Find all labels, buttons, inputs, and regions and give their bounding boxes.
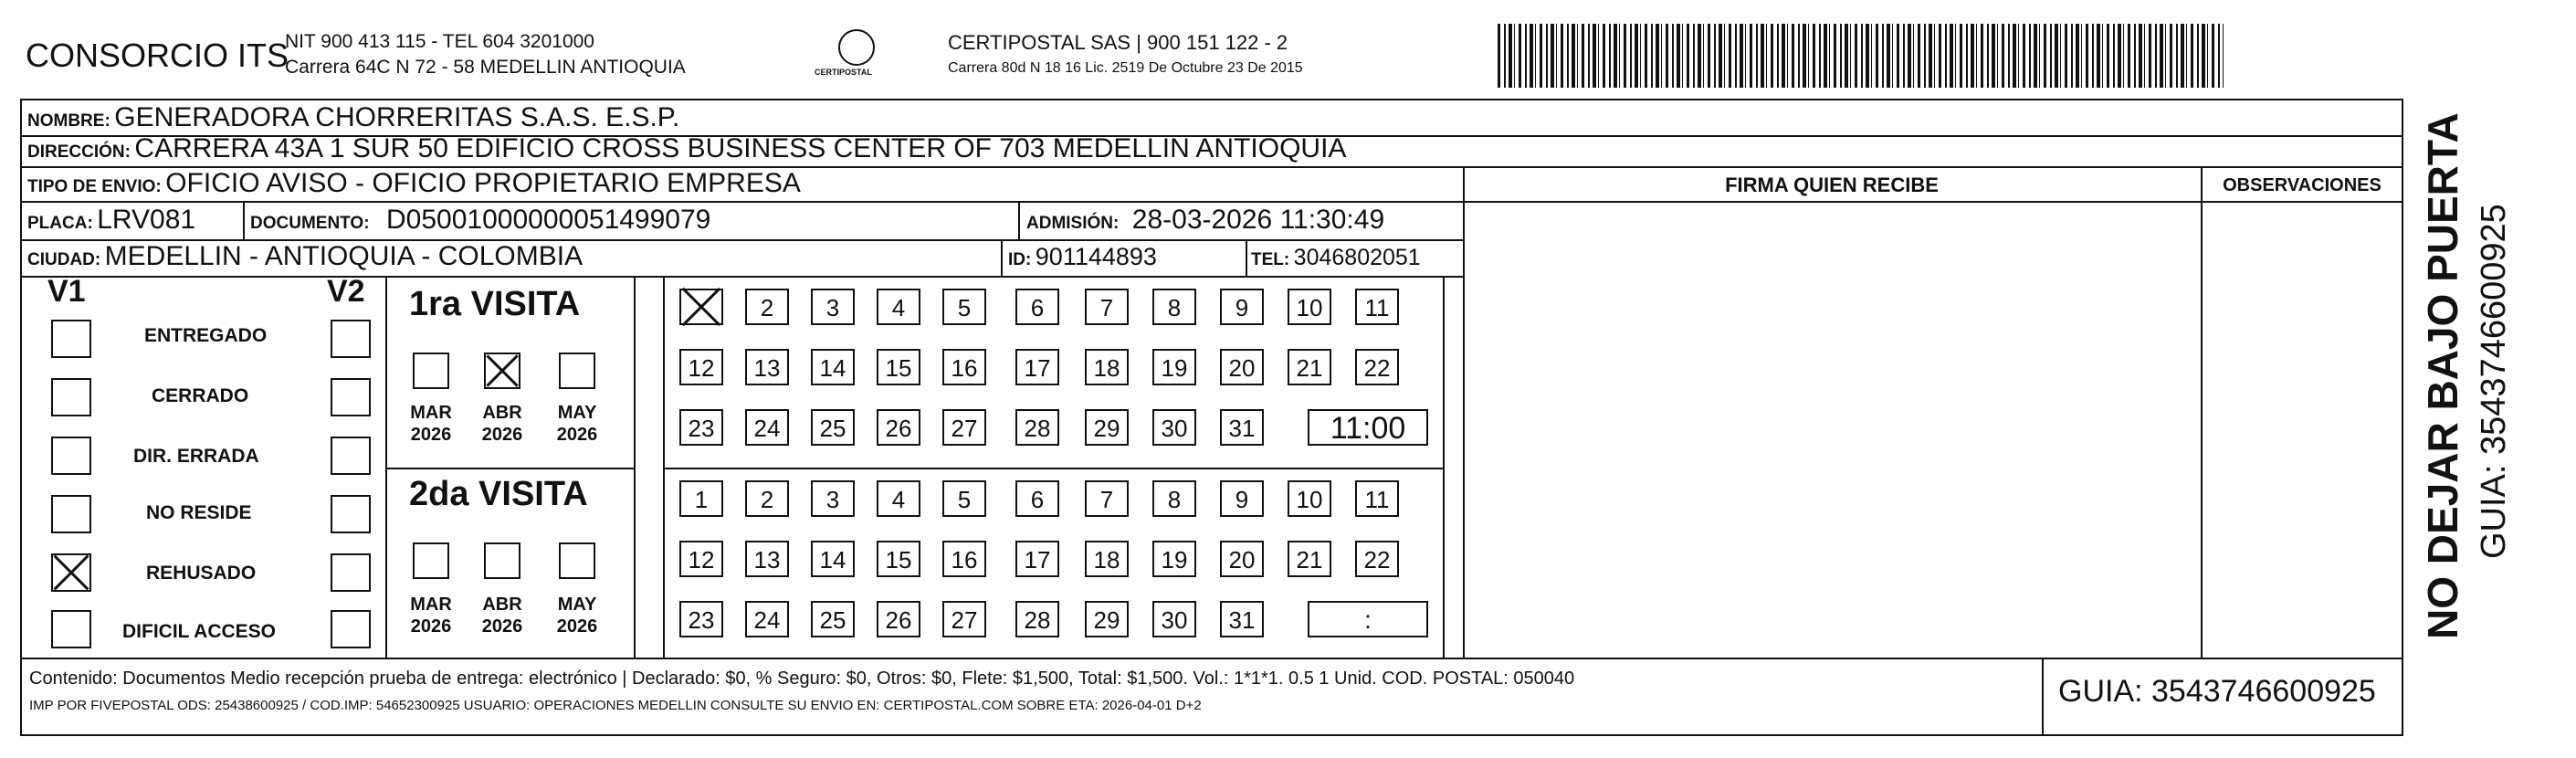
side-guia: GUIA: 3543746600925	[2475, 204, 2513, 559]
visit1-day-24[interactable]: 24	[745, 409, 789, 446]
visit1-day-8[interactable]: 8	[1152, 289, 1196, 325]
visit2-day-14[interactable]: 14	[811, 541, 855, 577]
status-rehusado: REHUSADO	[146, 563, 257, 584]
status-dir-errada: DIR. ERRADA	[133, 446, 259, 467]
visit1-month-may: MAY 2026	[556, 403, 598, 445]
tel-field	[1251, 245, 1421, 271]
admision-label: ADMISIÓN:	[1026, 214, 1120, 233]
company-nit: NIT 900 413 115 - TEL 604 3201000	[285, 31, 594, 52]
visit1-day-9[interactable]: 9	[1220, 289, 1264, 325]
visit2-day-1[interactable]: 1	[679, 480, 723, 517]
visit1-day-15[interactable]: 15	[877, 349, 920, 385]
visit2-day-12[interactable]: 12	[679, 541, 723, 577]
visit2-day-6[interactable]: 6	[1015, 480, 1059, 517]
visit1-day-28[interactable]: 28	[1015, 409, 1059, 446]
visit2-day-11[interactable]: 11	[1355, 480, 1399, 517]
tel-label: TEL:	[1251, 250, 1290, 269]
direccion-field	[27, 133, 1346, 164]
tipo-value: OFICIO AVISO - OFICIO PROPIETARIO EMPRESA	[165, 168, 801, 198]
documento-label: DOCUMENTO:	[250, 214, 370, 233]
status-dificil-acceso: DIFICIL ACCESO	[122, 621, 277, 642]
v2-entregado-checkbox[interactable]	[331, 320, 371, 358]
visit2-day-9[interactable]: 9	[1220, 480, 1264, 517]
visit2-day-21[interactable]: 21	[1288, 541, 1331, 577]
visit1-day-30[interactable]: 30	[1152, 409, 1196, 446]
visit2-time-box[interactable]: :	[1308, 601, 1428, 637]
visit1-month-abr: ABR 2026	[481, 403, 523, 445]
visit1-day-29[interactable]: 29	[1085, 409, 1129, 446]
footer-guia: GUIA: 3543746600925	[2058, 674, 2376, 709]
firma-label: FIRMA QUIEN RECIBE	[1725, 174, 1939, 196]
visit1-day-22[interactable]: 22	[1355, 349, 1399, 385]
visit1-day-19[interactable]: 19	[1152, 349, 1196, 385]
visit2-day-16[interactable]: 16	[942, 541, 986, 577]
placa-field	[27, 205, 195, 236]
signature-area[interactable]	[1466, 203, 2198, 655]
direccion-label: DIRECCIÓN:	[27, 142, 131, 162]
visit1-day-20[interactable]: 20	[1220, 349, 1264, 385]
v1-no-reside-checkbox[interactable]	[51, 495, 91, 533]
visit1-day-7[interactable]: 7	[1085, 289, 1129, 325]
barcode	[1498, 24, 2224, 88]
direccion-value: CARRERA 43A 1 SUR 50 EDIFICIO CROSS BUSINESS CENTER OF 703 MEDELLIN ANTIOQUIA	[134, 133, 1347, 163]
footer-contenido: Contenido: Documentos Medio recepción prueba de entrega: electrónico | Declarado: $0, % Seguro: $0, Otros: $0, Flete: $1,500, Total: $1,500. Vol.: 1*1*1. 0.5 1 Unid. COD. POSTAL: 050040	[29, 669, 1575, 689]
visit2-day-8[interactable]: 8	[1152, 480, 1196, 517]
certipostal-logo-icon	[838, 29, 875, 66]
v1-dir-errada-checkbox[interactable]	[51, 437, 91, 475]
nombre-value: GENERADORA CHORRERITAS S.A.S. E.S.P.	[114, 102, 680, 132]
visit2-day-7[interactable]: 7	[1085, 480, 1129, 517]
tipo-field	[27, 168, 801, 199]
visit1-month-mar: MAR 2026	[410, 403, 452, 445]
ciudad-value: MEDELLIN - ANTIOQUIA - COLOMBIA	[104, 241, 584, 271]
visit1-month-mar-checkbox[interactable]	[413, 353, 449, 389]
visit1-day-4[interactable]: 4	[877, 289, 920, 325]
nombre-field	[27, 102, 679, 133]
visit1-day-13[interactable]: 13	[745, 349, 789, 385]
visit2-day-29[interactable]: 29	[1085, 601, 1129, 637]
visit1-label: 1ra VISITA	[409, 285, 581, 323]
visit1-day-14[interactable]: 14	[811, 349, 855, 385]
v1-label: V1	[47, 274, 86, 309]
visit2-day-2[interactable]: 2	[745, 480, 789, 517]
visit1-day-6[interactable]: 6	[1015, 289, 1059, 325]
admision-value: 28-03-2026 11:30:49	[1131, 205, 1385, 235]
visit2-day-4[interactable]: 4	[877, 480, 920, 517]
v1-dificil-acceso-checkbox[interactable]	[51, 610, 91, 648]
v2-no-reside-checkbox[interactable]	[331, 495, 371, 533]
visit2-day-26[interactable]: 26	[877, 601, 920, 637]
visit2-day-19[interactable]: 19	[1152, 541, 1196, 577]
visit1-day-23[interactable]: 23	[679, 409, 723, 446]
visit1-day-25[interactable]: 25	[811, 409, 855, 446]
id-label: ID:	[1008, 250, 1032, 269]
visit1-day-10[interactable]: 10	[1288, 289, 1331, 325]
visit1-day-2[interactable]: 2	[745, 289, 789, 325]
documento-value: D05001000000051499079	[386, 205, 711, 235]
visit1-month-abr-checkbox[interactable]	[484, 353, 520, 389]
v2-rehusado-checkbox[interactable]	[331, 553, 371, 592]
v2-dificil-acceso-checkbox[interactable]	[331, 610, 371, 648]
status-no-reside: NO RESIDE	[146, 502, 252, 523]
visit1-day-18[interactable]: 18	[1085, 349, 1129, 385]
placa-value: LRV081	[97, 205, 196, 235]
visit1-day-21[interactable]: 21	[1288, 349, 1331, 385]
v1-rehusado-checkbox[interactable]	[51, 553, 91, 592]
visit2-month-mar-checkbox[interactable]	[413, 542, 449, 579]
certipostal-logo-text: CERTIPOSTAL	[815, 68, 872, 77]
carrier-info: CERTIPOSTAL SAS | 900 151 122 - 2	[948, 31, 1288, 54]
visit2-day-5[interactable]: 5	[942, 480, 986, 517]
company-name: CONSORCIO ITS	[26, 37, 289, 74]
v2-cerrado-checkbox[interactable]	[331, 378, 371, 416]
visit2-day-3[interactable]: 3	[811, 480, 855, 517]
visit2-day-22[interactable]: 22	[1355, 541, 1399, 577]
visit2-day-18[interactable]: 18	[1085, 541, 1129, 577]
visit2-month-abr: ABR 2026	[481, 595, 523, 637]
v2-dir-errada-checkbox[interactable]	[331, 437, 371, 475]
company-address: Carrera 64C N 72 - 58 MEDELLIN ANTIOQUIA	[285, 57, 686, 78]
visit2-month-may: MAY 2026	[556, 595, 598, 637]
nombre-label: NOMBRE:	[27, 111, 110, 131]
placa-label: PLACA:	[27, 214, 93, 233]
status-cerrado: CERRADO	[152, 385, 249, 406]
v1-entregado-checkbox[interactable]	[51, 320, 91, 358]
visit2-day-20[interactable]: 20	[1220, 541, 1264, 577]
visit1-month-may-checkbox[interactable]	[559, 353, 595, 389]
visit2-day-13[interactable]: 13	[745, 541, 789, 577]
visit1-day-16[interactable]: 16	[942, 349, 986, 385]
v1-cerrado-checkbox[interactable]	[51, 378, 91, 416]
footer-imp: IMP POR FIVEPOSTAL ODS: 25438600925 / COD.IMP: 54652300925 USUARIO: OPERACIONES MEDELLIN CONSULTE SU ENVIO EN: CERTIPOSTAL.COM SOBRE ETA: 2026-04-01 D+2	[29, 698, 1202, 713]
status-entregado: ENTREGADO	[144, 325, 268, 346]
visit2-month-may-checkbox[interactable]	[559, 542, 595, 579]
visit1-day-1[interactable]	[679, 289, 723, 325]
visit1-day-3[interactable]: 3	[811, 289, 855, 325]
visit2-day-27[interactable]: 27	[942, 601, 986, 637]
visit2-month-mar: MAR 2026	[410, 595, 452, 637]
visit1-day-31[interactable]: 31	[1220, 409, 1264, 446]
visit2-day-31[interactable]: 31	[1220, 601, 1264, 637]
documento-field	[250, 205, 710, 236]
visit2-day-25[interactable]: 25	[811, 601, 855, 637]
visit2-label: 2da VISITA	[409, 475, 588, 513]
visit1-day-17[interactable]: 17	[1015, 349, 1059, 385]
ciudad-label: CIUDAD:	[27, 250, 101, 269]
observaciones-area[interactable]	[2203, 203, 2401, 655]
visit2-day-24[interactable]: 24	[745, 601, 789, 637]
tel-value: 3046802051	[1293, 245, 1421, 270]
visit2-day-15[interactable]: 15	[877, 541, 920, 577]
visit1-day-27[interactable]: 27	[942, 409, 986, 446]
visit2-day-23[interactable]: 23	[679, 601, 723, 637]
visit1-day-5[interactable]: 5	[942, 289, 986, 325]
visit2-day-30[interactable]: 30	[1152, 601, 1196, 637]
visit1-day-12[interactable]: 12	[679, 349, 723, 385]
id-field	[1008, 243, 1157, 271]
carrier-address: Carrera 80d N 18 16 Lic. 2519 De Octubre 23 De 2015	[948, 60, 1303, 76]
visit1-day-26[interactable]: 26	[877, 409, 920, 446]
visit2-day-28[interactable]: 28	[1015, 601, 1059, 637]
v2-label: V2	[327, 274, 365, 309]
side-warning: NO DEJAR BAJO PUERTA	[2419, 112, 2466, 639]
visit2-month-abr-checkbox[interactable]	[484, 542, 520, 579]
visit2-day-10[interactable]: 10	[1288, 480, 1331, 517]
visit2-day-17[interactable]: 17	[1015, 541, 1059, 577]
visit1-time-box[interactable]: 11:00	[1308, 409, 1428, 446]
visit1-day-11[interactable]: 11	[1355, 289, 1399, 325]
id-value: 901144893	[1035, 243, 1157, 270]
ciudad-field	[27, 241, 583, 272]
tipo-label: TIPO DE ENVIO:	[27, 177, 162, 196]
admision-field	[1026, 205, 1384, 236]
observaciones-label: OBSERVACIONES	[2223, 175, 2381, 195]
